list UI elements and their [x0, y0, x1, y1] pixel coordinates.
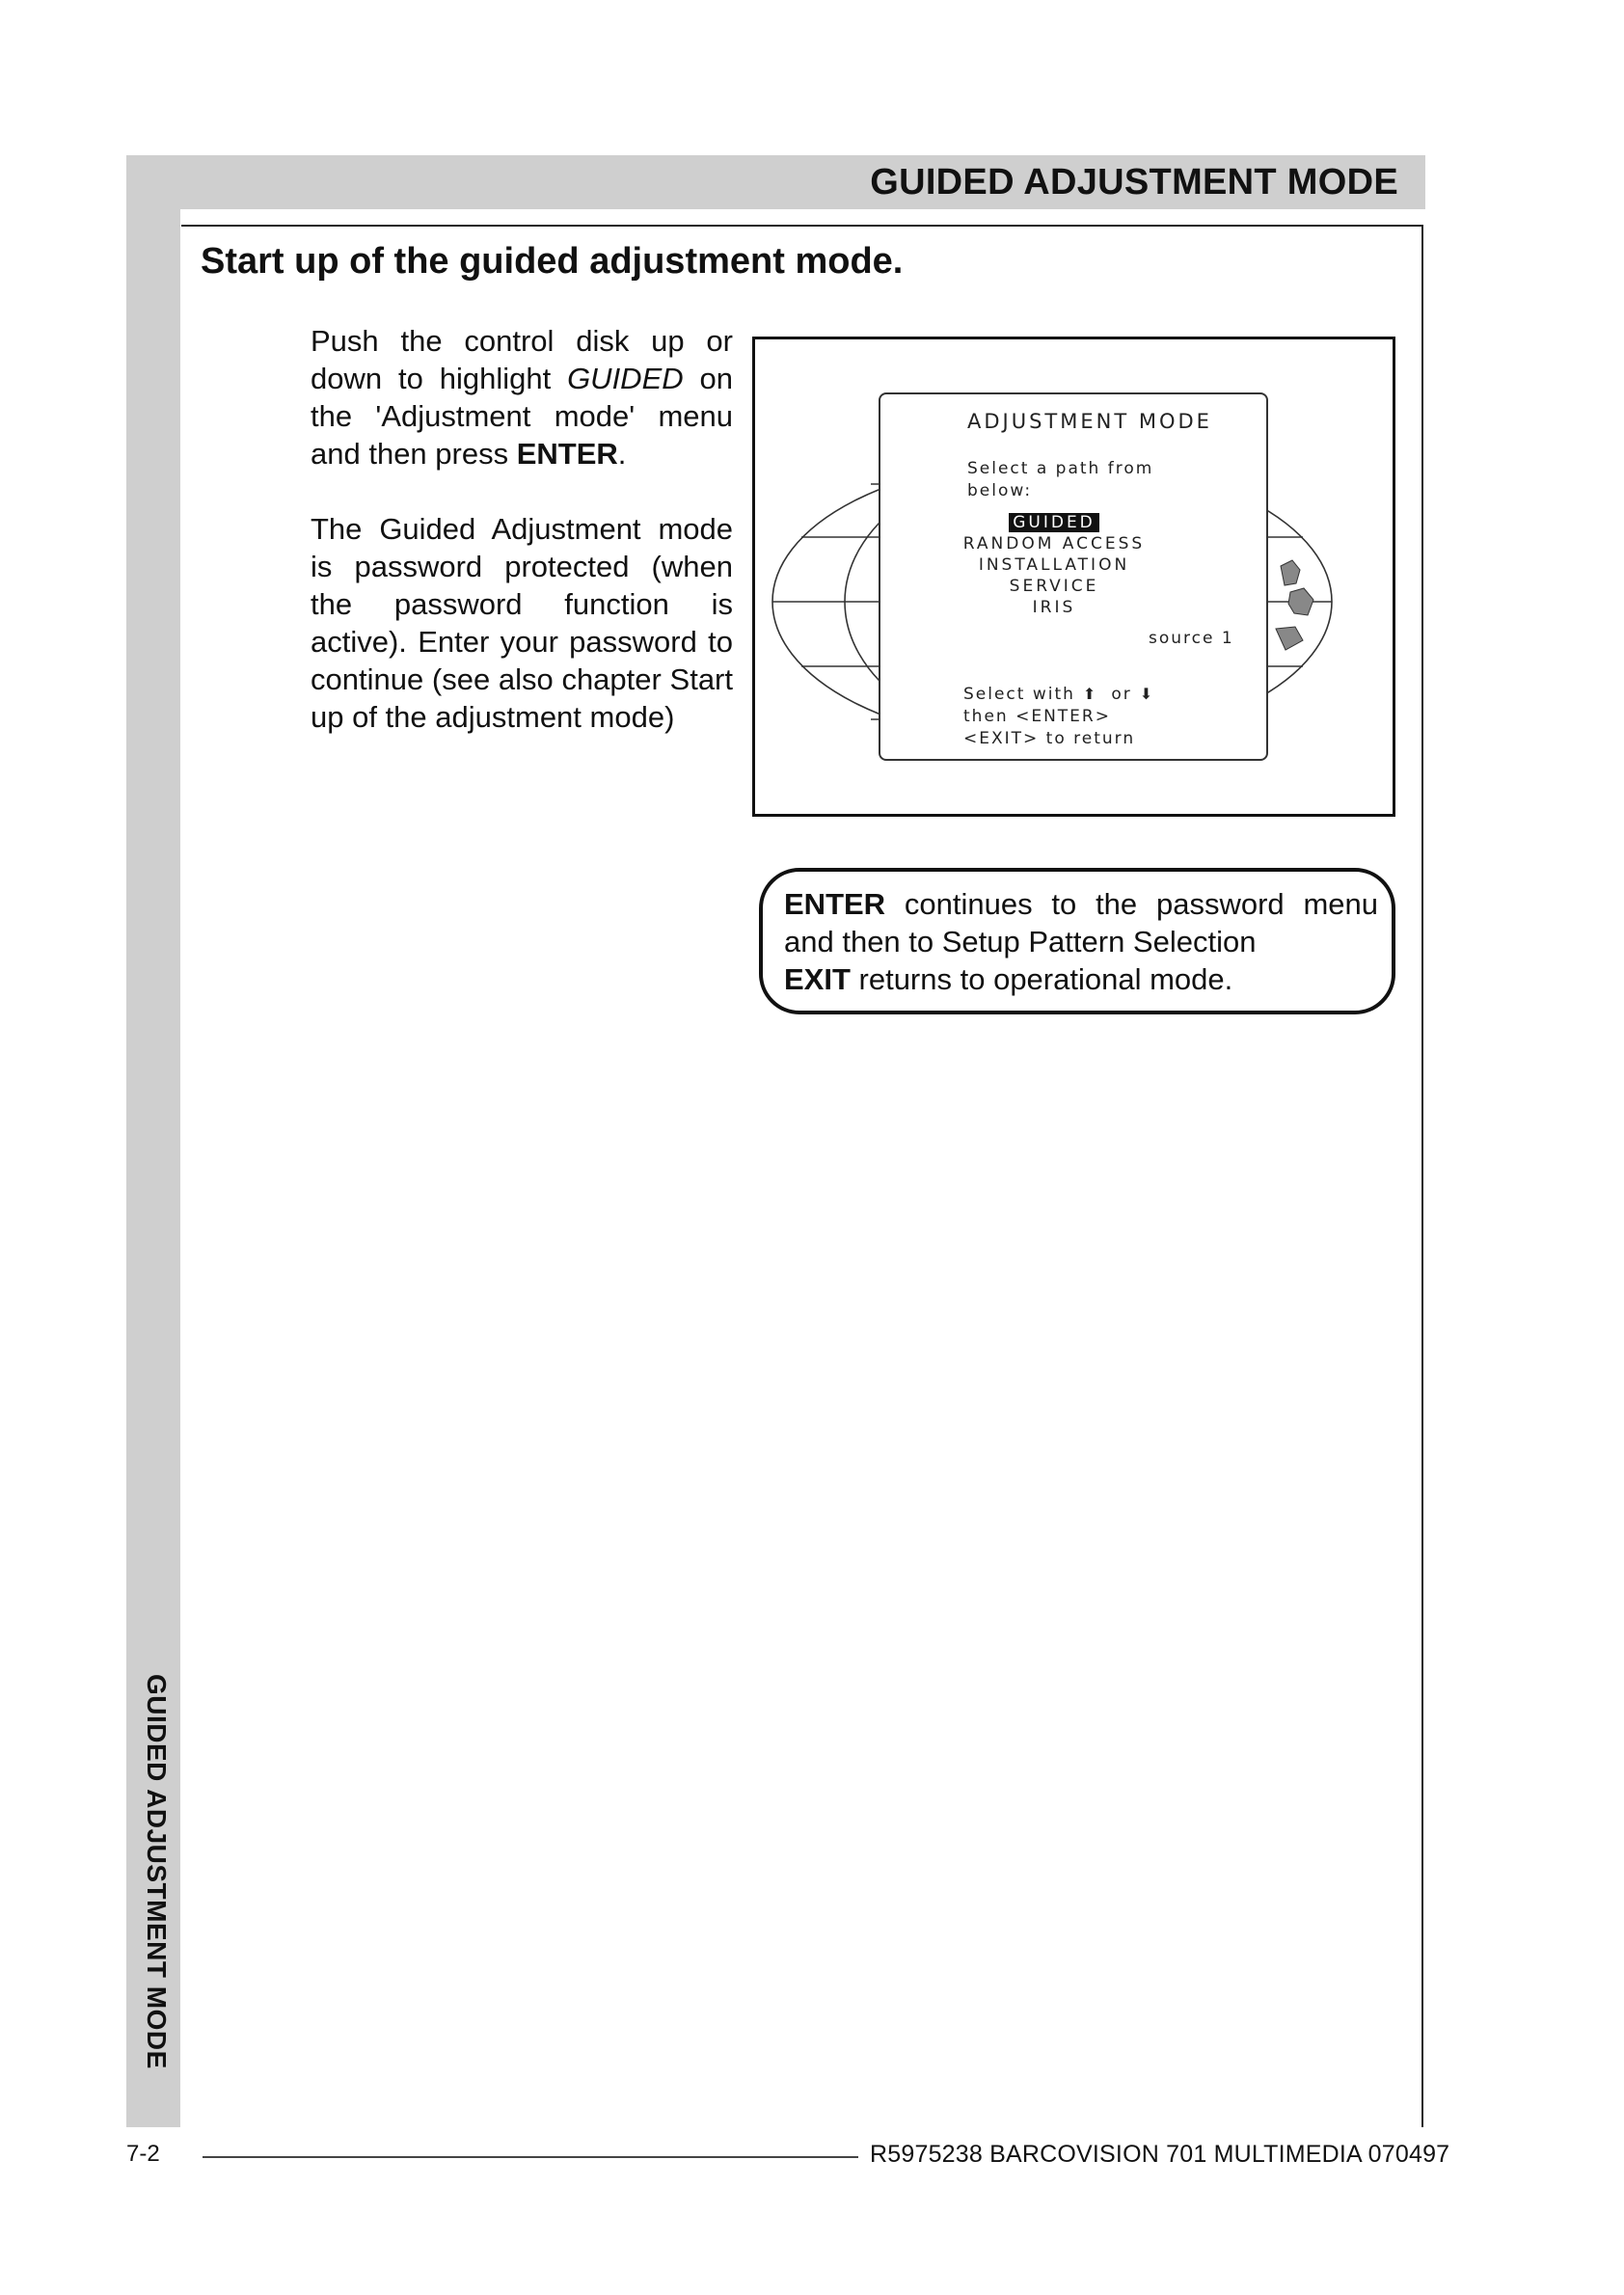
section-title: Start up of the guided adjustment mode. [201, 241, 904, 282]
instruction-paragraph-1: Push the control disk up or down to highlight GUIDED on the 'Adjustment mode' menu and then press ENTER. [311, 324, 733, 471]
adjustment-mode-menu [879, 392, 1268, 761]
menu-title: ADJUSTMENT MODE [967, 410, 1212, 433]
footer-rule [203, 2156, 858, 2158]
page-number: 7-2 [126, 2141, 160, 2167]
callout-note: ENTER continues to the password menu and then to Setup Pattern Selection EXIT returns to operational mode. [759, 868, 1395, 1014]
side-chapter-label: GUIDED ADJUSTMENT MODE [142, 1674, 172, 2069]
menu-items-list [880, 512, 1228, 618]
key-exit-callout: EXIT [784, 962, 851, 996]
footer-document-id: R5975238 BARCOVISION 701 MULTIMEDIA 070497 [870, 2141, 1450, 2168]
menu-item-service[interactable]: SERVICE [1009, 577, 1099, 596]
key-enter: ENTER [516, 437, 618, 471]
arrow-up-icon: ⬆ [1082, 685, 1098, 703]
arrow-down-icon: ⬇ [1139, 685, 1155, 703]
menu-item-random-access[interactable]: RANDOM ACCESS [962, 534, 1146, 554]
menu-item-installation[interactable]: INSTALLATION [978, 555, 1130, 575]
menu-term-guided: GUIDED [567, 362, 684, 395]
menu-item-guided[interactable]: GUIDED [880, 512, 1228, 533]
instructions-text [311, 322, 733, 773]
menu-item-iris[interactable]: IRIS [1032, 598, 1076, 617]
page-header-title: GUIDED ADJUSTMENT MODE [870, 162, 1398, 202]
key-enter-callout: ENTER [784, 887, 886, 921]
screen-illustration [752, 337, 1395, 817]
menu-source-label: source 1 [1149, 629, 1234, 648]
instruction-paragraph-2: The Guided Adjustment mode is password protected (when the password function is active). Enter your password to continue (see also chapter Start up of the adjustment mode) [311, 512, 733, 734]
menu-prompt: Select a path from below: [967, 459, 1154, 500]
menu-footer-help: Select with ⬆ or ⬇ then <ENTER> <EXIT> to return [963, 685, 1155, 748]
